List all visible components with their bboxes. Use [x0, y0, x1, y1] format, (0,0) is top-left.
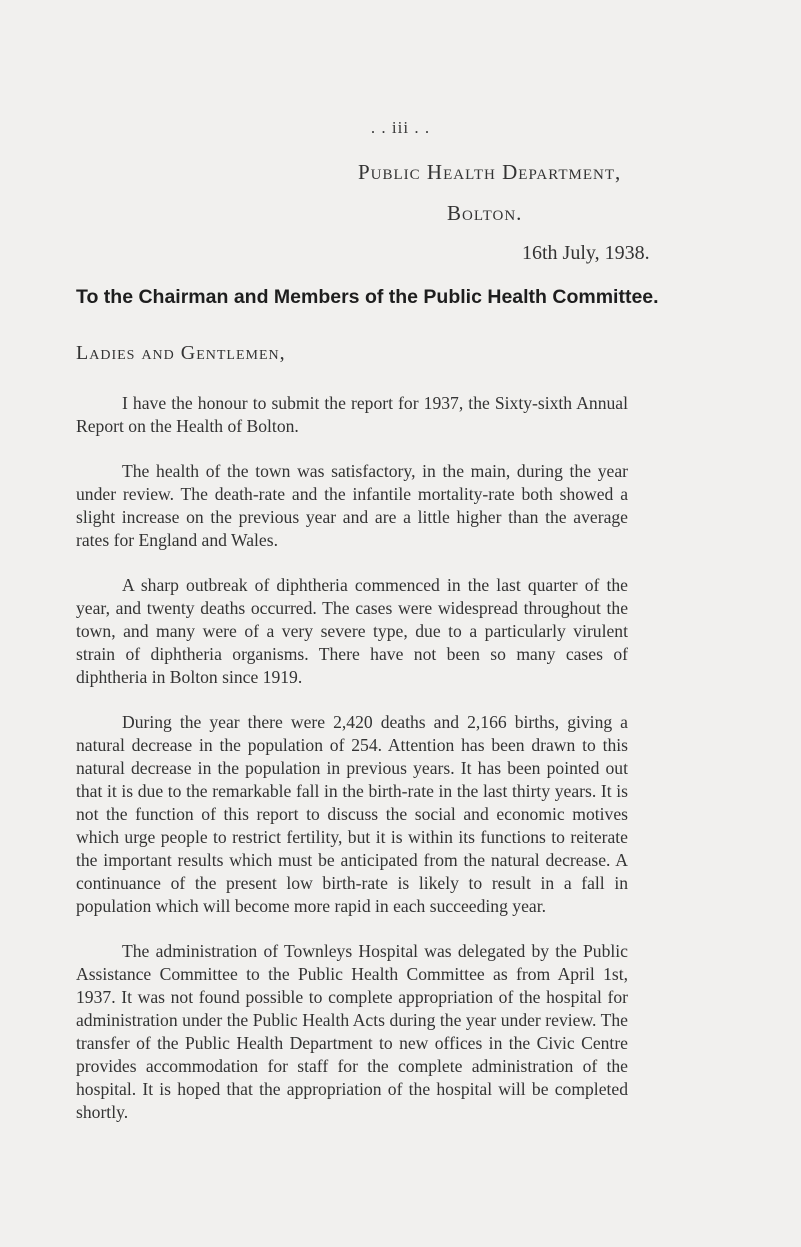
paragraph: The administration of Townleys Hospital was delegated by the Public Assistance Committee to the Public Health Committee as from April 1st, 1937. It was not found possible to complete appropriation of the hospital for administration under the Public Health Acts during the year under review. The transfer of the Public Health Department to new offices in the Civic Centre provides accommodation for staff for the complete administration of the hospital. It is hoped that the appropriation of the hospital will be completed shortly.: [76, 941, 628, 1122]
paragraph: During the year there were 2,420 deaths and 2,166 births, giving a natural decrease in the population of 254. Attention has been drawn to this natural decrease in the population in previous years. It has been pointed out that it is due to the remarkable fall in the birth-rate in the last thirty years. It is not the function of this report to discuss the social and economic motives which urge people to restrict fertility, but it is within its functions to reiterate the important results which must be anticipated from the natural decrease. A continuance of the present low birth-rate is likely to result in a fall in population which will become more rapid in each succeeding year.: [76, 712, 628, 916]
paragraph: The health of the town was satisfactory, in the main, during the year under review. The death-rate and the infantile mortality-rate both showed a slight increase on the previous year and are a little higher than the average rates for England and Wales.: [76, 461, 628, 550]
page-number: . . iii . .: [370, 118, 431, 137]
salutation: Ladies and Gentlemen,: [76, 342, 286, 364]
addressee-line: To the Chairman and Members of the Public Health Committee.: [76, 286, 659, 308]
town-heading: Bolton.: [447, 201, 523, 225]
letter-body: [76, 392, 628, 1146]
letter-date: 16th July, 1938.: [522, 242, 650, 264]
paragraph: A sharp outbreak of diphtheria commenced in the last quarter of the year, and twenty deaths occurred. The cases were widespread throughout the town, and many were of a very severe type, due to a particularly virulent strain of diphtheria organisms. There have not been so many cases of diphtheria in Bolton since 1919.: [76, 575, 628, 687]
paragraph: I have the honour to submit the report for 1937, the Sixty-sixth Annual Report on the Health of Bolton.: [76, 393, 628, 436]
department-heading: Public Health Department,: [358, 160, 622, 184]
